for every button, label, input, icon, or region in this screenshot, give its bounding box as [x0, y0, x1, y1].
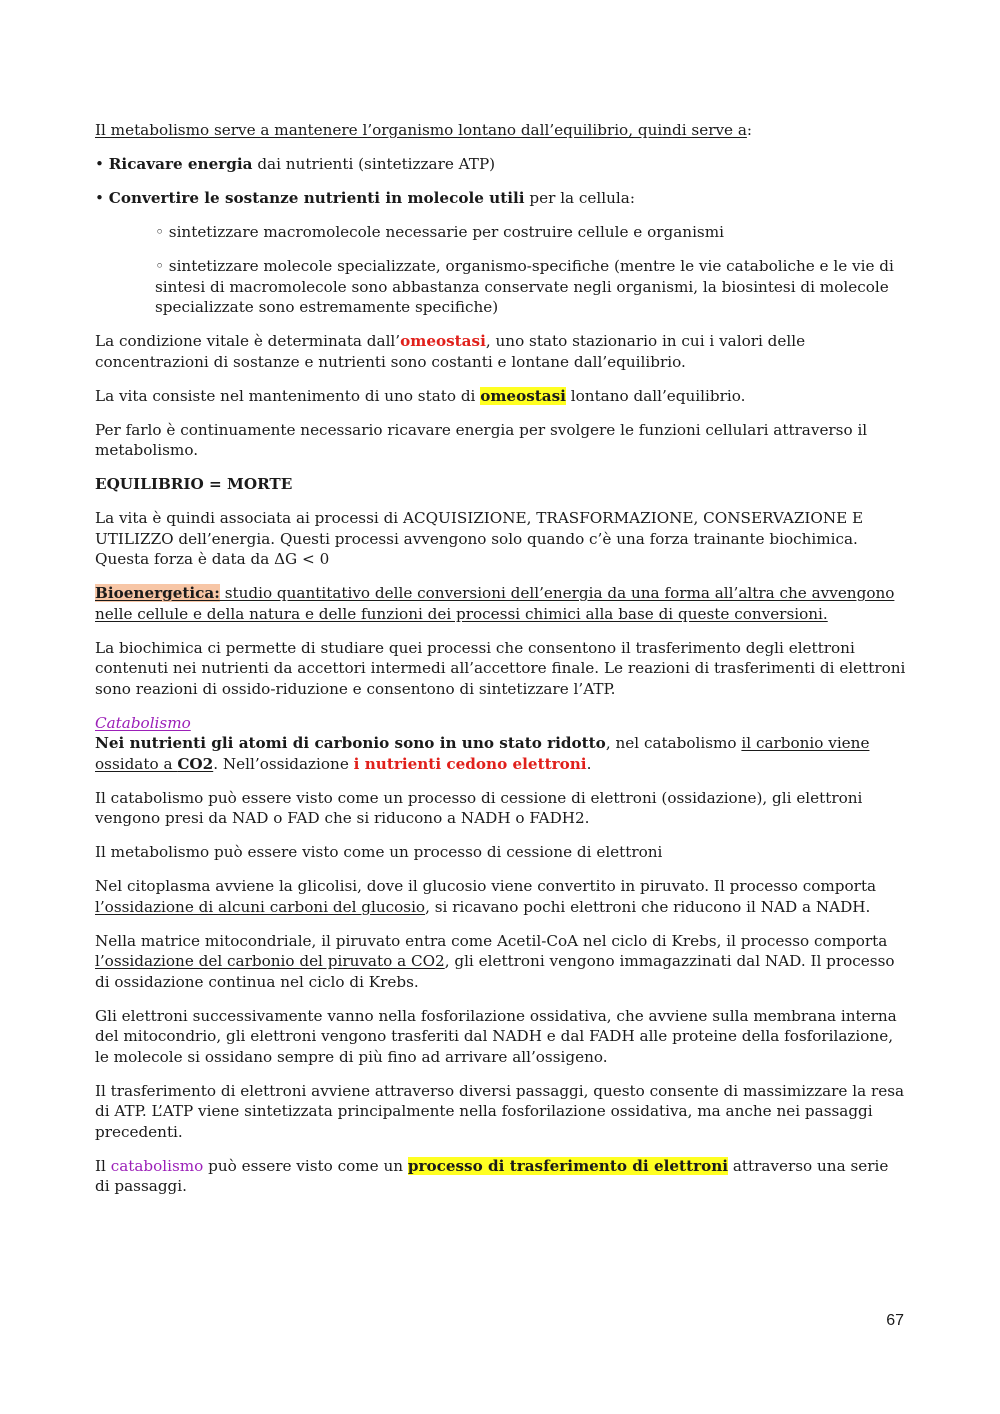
bullet-marker: • — [95, 189, 109, 207]
section-heading: Catabolismo — [95, 713, 191, 732]
red-keyword: i nutrienti cedono elettroni — [353, 754, 587, 773]
highlighted-keyword: omeostasi — [480, 386, 566, 405]
text-run: , uno stato stazionario in cui i valori delle concentrazioni di sostanze e nutrienti sono costanti e lontane dall’equilibrio. — [95, 332, 806, 371]
intro-underlined-text: Il metabolismo serve a mantenere l’organismo lontano dall’equilibrio, quindi serve a — [95, 121, 747, 139]
text-run: Il — [95, 1156, 111, 1175]
intro-paragraph — [95, 120, 907, 141]
sub-bullet-item: ◦ sintetizzare macromolecole necessarie per costruire cellule e organismi — [155, 223, 724, 241]
bullet-bold-text: Convertire le sostanze nutrienti in molecole utili — [108, 189, 525, 207]
underlined-text: il carbonio viene ossidato a — [95, 734, 870, 773]
underlined-bold-text: CO2 — [177, 754, 214, 773]
energia-paragraph: Per farlo è continuamente necessario ricavare energia per svolgere le funzioni cellulari attraverso il metabolismo. — [95, 420, 868, 459]
conclusion-paragraph — [95, 1156, 907, 1197]
text-run: lontano dall’equilibrio. — [565, 386, 746, 405]
text-run: può essere visto come un — [203, 1156, 408, 1175]
underlined-text: l’ossidazione di alcuni carboni del glucosio — [95, 897, 426, 916]
page-body — [95, 120, 907, 1210]
highlighted-term: Bioenergetica: — [95, 584, 220, 602]
text-run: . Nell’ossidazione — [213, 754, 354, 773]
bold-text: Nei nutrienti gli atomi di carbonio sono in uno stato ridotto — [95, 734, 606, 752]
text-run: , nel catabolismo — [605, 734, 742, 752]
trasferimento-paragraph: Il trasferimento di elettroni avviene attraverso diversi passaggi, questo consente di massimizzare la resa di ATP. L’ATP viene sintetizzata principalmente nella fosforilazione ossidativa, ma anche nei passaggi precedenti. — [95, 1081, 905, 1141]
metabolismo-cessione-paragraph: Il metabolismo può essere visto come un processo di cessione di elettroni — [95, 843, 663, 861]
delta-g-line: Questa forza è data da ΔG < 0 — [95, 550, 330, 568]
catabolismo-heading — [95, 713, 907, 734]
catabolismo-cessione-paragraph: Il catabolismo può essere visto come un processo di cessione di elettroni (ossidazione), gli elettroni vengono presi da NAD o FAD che si riducono a NADH o FADH2. — [95, 788, 863, 827]
bullet-item — [95, 188, 907, 209]
text-run: Nel citoplasma avviene la glicolisi, dove il glucosio viene convertito in piruvato. Il processo comporta — [95, 877, 877, 895]
bullet-bold-text: Ricavare energia — [108, 155, 253, 173]
krebs-paragraph — [95, 931, 907, 993]
text-run: La vita è quindi associata ai processi di ACQUISIZIONE, TRASFORMAZIONE, CONSERVAZIONE E UTILIZZO dell’energia. Questi processi avvengono solo quando c’è una forza trainante biochimica. — [95, 509, 864, 548]
nutrienti-paragraph — [95, 733, 907, 774]
text-run: , si ricavano pochi elettroni che riducono il NAD a NADH. — [425, 897, 871, 916]
purple-keyword: catabolismo — [110, 1156, 204, 1175]
text-run: . — [586, 754, 592, 773]
text-run: , gli elettroni vengono immagazzinati dal NAD. Il processo di ossidazione continua nel ciclo di Krebs. — [95, 952, 895, 991]
highlighted-phrase: processo di trasferimento di elettroni — [407, 1156, 729, 1175]
bioenergetica-definition — [95, 583, 907, 624]
biochimica-paragraph: La biochimica ci permette di studiare quei processi che consentono il trasferimento degli elettroni contenuti nei nutrienti da accettori intermedi all’accettore finale. Le reazioni di trasferimenti di elettroni sono reazioni di ossido-riduzione e consentono di sintetizzare l’ATP. — [95, 638, 906, 698]
text-run: Nella matrice mitocondriale, il piruvato entra come Acetil-CoA nel ciclo di Krebs, il processo comporta — [95, 931, 888, 950]
equilibrio-morte-heading: EQUILIBRIO = MORTE — [95, 475, 293, 493]
bullet-item — [95, 154, 907, 175]
page-number: 67 — [886, 1312, 904, 1329]
underlined-text: l’ossidazione del carbonio del piruvato a CO2 — [95, 952, 445, 970]
text-run: attraverso una serie di passaggi. — [95, 1156, 889, 1195]
omeostasi-paragraph — [95, 331, 907, 372]
bullet-text: dai nutrienti (sintetizzare ATP) — [252, 155, 496, 173]
fosforilazione-paragraph: Gli elettroni successivamente vanno nella fosforilazione ossidativa, che avviene sulla membrana interna del mitocondrio, gli elettroni vengono trasferiti dal NADH e dal FADH alle proteine della fosforilazione, le molecole si ossidano sempre di più fino ad arrivare all’ossigeno. — [95, 1006, 897, 1066]
acquisizione-paragraph — [95, 508, 907, 570]
definition-text: studio quantitativo delle conversioni dell’energia da una forma all’altra che avvengono nelle cellule e della natura e delle funzioni dei processi chimici alla base di queste conversioni. — [95, 584, 895, 623]
text-run: La condizione vitale è determinata dall’ — [95, 332, 401, 350]
glicolisi-paragraph — [95, 876, 907, 917]
bullet-marker: • — [95, 155, 109, 173]
intro-colon: : — [746, 121, 753, 139]
vita-paragraph — [95, 386, 907, 407]
red-keyword: omeostasi — [400, 332, 486, 350]
text-run: La vita consiste nel mantenimento di uno stato di — [95, 386, 481, 405]
bullet-text: per la cellula: — [524, 189, 635, 207]
sub-bullet-item: ◦ sintetizzare molecole specializzate, organismo-specifiche (mentre le vie cataboliche e le vie di sintesi di macromolecole sono abbastanza conservate negli organismi, la biosintesi di molecole specializzate sono estremamente specifiche) — [155, 257, 894, 316]
